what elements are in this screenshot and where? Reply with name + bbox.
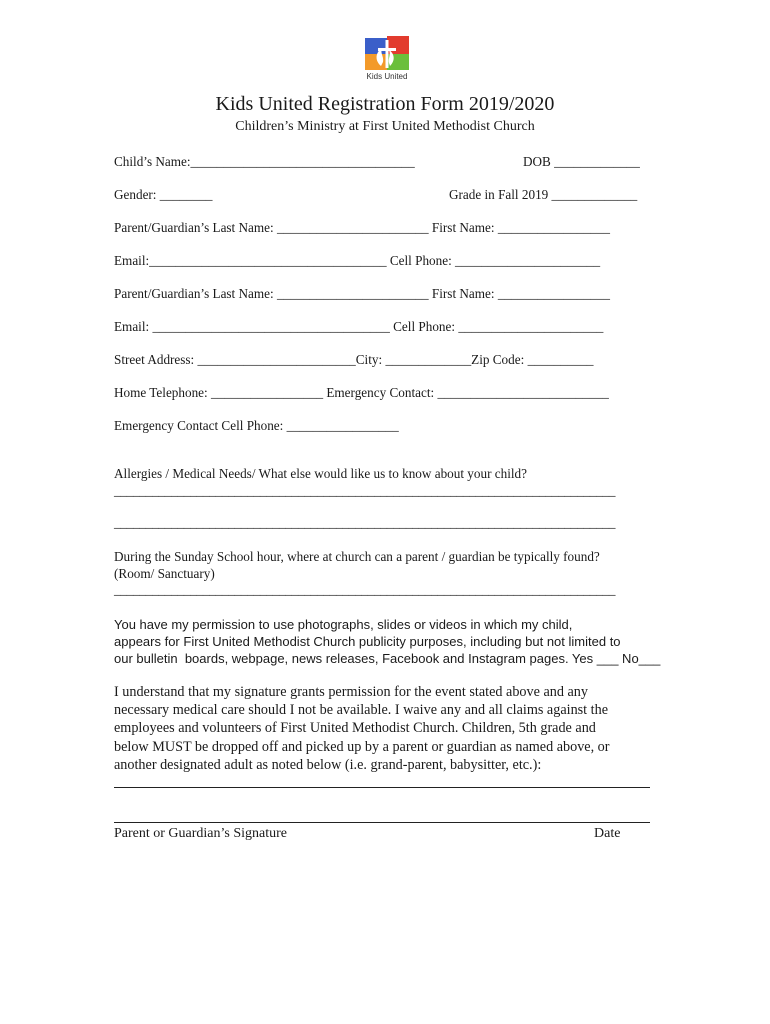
logo-cross-vertical xyxy=(386,40,389,68)
consent-line-5: another designated adult as noted below (i.e. grand-parent, babysitter, etc.): xyxy=(114,757,542,773)
consent-line-2: necessary medical care should I not be available. I waive any and all claims against the xyxy=(114,702,608,718)
consent-line-4: below MUST be dropped off and picked up by a parent or guardian as named above, or xyxy=(114,739,610,755)
photo-permission-line-2: appears for First United Methodist Church publicity purposes, including but not limited to xyxy=(114,634,621,649)
photo-permission-line-1: You have my permission to use photographs, slides or videos in which my child, xyxy=(114,617,573,632)
logo-blue-square xyxy=(365,38,387,54)
photo-permission-line-3[interactable]: our bulletin boards, webpage, news releases, Facebook and Instagram pages. Yes ___ No___ xyxy=(114,651,661,666)
logo-text: Kids United xyxy=(366,72,408,81)
dob-field[interactable]: DOB _____________ xyxy=(523,154,640,169)
sunday-question: During the Sunday School hour, where at church can a parent / guardian be typically found? xyxy=(114,549,600,564)
street-address-field[interactable]: Street Address: ________________________City: _____________Zip Code: __________ xyxy=(114,352,594,367)
logo-orange-square xyxy=(365,54,387,70)
parent1-name-field[interactable]: Parent/Guardian’s Last Name: _______________________ First Name: _________________ xyxy=(114,220,610,235)
email1-phone-field[interactable]: Email:____________________________________ Cell Phone: ______________________ xyxy=(114,253,601,268)
page-title: Kids United Registration Form 2019/2020 xyxy=(215,93,555,115)
emergency-cell-field[interactable]: Emergency Contact Cell Phone: _________________ xyxy=(114,418,399,433)
consent-line-3: employees and volunteers of First United Methodist Church. Children, 5th grade and xyxy=(114,720,596,736)
allergies-line-2[interactable]: _______________________________________________________________________________ xyxy=(114,515,616,530)
page-subtitle: Children’s Ministry at First United Methodist Church xyxy=(235,119,535,134)
sunday-answer-line[interactable]: _______________________________________________________________________________ xyxy=(114,582,616,597)
consent-line-1: I understand that my signature grants permission for the event stated above and any xyxy=(114,684,588,700)
email2-phone-field[interactable]: Email: ____________________________________ Cell Phone: ______________________ xyxy=(114,319,604,334)
child-name-field[interactable]: Child’s Name:__________________________________ xyxy=(114,154,415,169)
signature-line[interactable] xyxy=(114,822,650,823)
parent2-name-field[interactable]: Parent/Guardian’s Last Name: _______________________ First Name: _________________ xyxy=(114,286,610,301)
allergies-line-1[interactable]: _______________________________________________________________________________ xyxy=(114,483,616,498)
sunday-hint: (Room/ Sanctuary) xyxy=(114,566,215,581)
home-phone-field[interactable]: Home Telephone: _________________ Emergency Contact: __________________________ xyxy=(114,385,609,400)
grade-field[interactable]: Grade in Fall 2019 _____________ xyxy=(449,187,638,202)
allergies-question: Allergies / Medical Needs/ What else would like us to know about your child? xyxy=(114,466,527,481)
gender-field[interactable]: Gender: ________ xyxy=(114,187,213,202)
signature-line-upper[interactable] xyxy=(114,787,650,788)
cross-and-flame-icon xyxy=(362,36,412,72)
signature-label: Parent or Guardian’s Signature xyxy=(114,826,288,841)
date-label: Date xyxy=(594,826,621,841)
